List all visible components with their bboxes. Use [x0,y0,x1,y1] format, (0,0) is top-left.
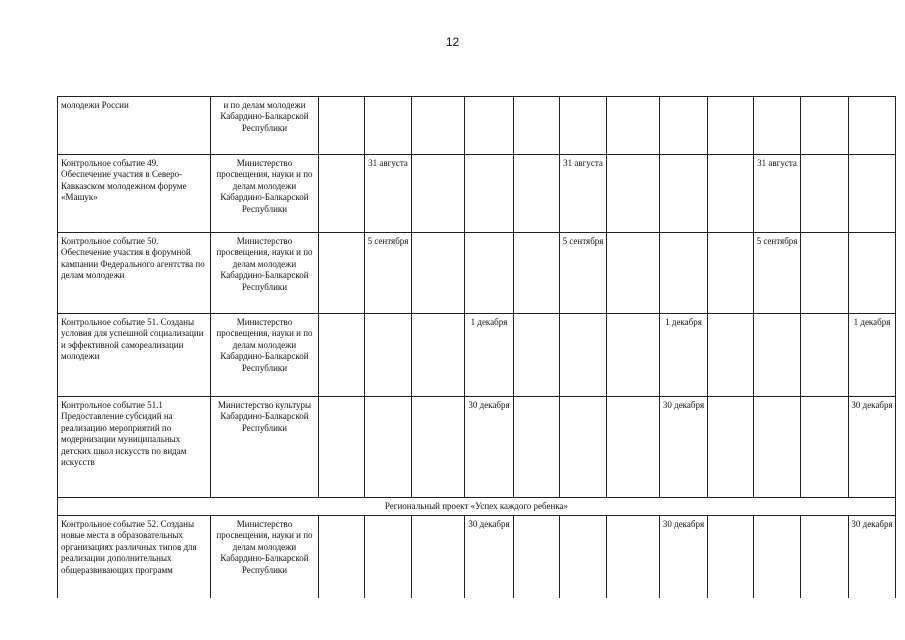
date-cell [607,155,660,233]
date-cell [660,233,708,314]
date-cell: 1 декабря [465,314,514,397]
date-cell [514,314,560,397]
date-cell [465,97,514,155]
date-cell: 30 декабря [465,397,514,498]
table-row [58,233,896,314]
date-cell [465,233,514,314]
date-cell: 30 декабря [465,516,514,598]
event-cell: Контрольное событие 50. Обеспечение участия в форумной кампании Федерального агентства по делам молодежи [58,233,211,314]
date-cell [708,314,754,397]
event-cell: Контрольное событие 51.1 Предоставление субсидий на реализацию мероприятий по модернизации муниципальных детских школ искусств по видам искусств [58,397,211,498]
date-cell [801,97,849,155]
date-cell [365,516,412,598]
date-cell [560,516,607,598]
date-cell: 5 сентября [560,233,607,314]
date-cell [801,314,849,397]
date-cell [607,397,660,498]
date-cell [754,314,801,397]
date-cell [754,97,801,155]
date-cell [607,314,660,397]
table-body [58,97,896,598]
responsible-cell: Министерство просвещения, науки и по делам молодежи Кабардино-Балкарской Республики [211,516,319,598]
date-cell [412,155,465,233]
date-cell [514,397,560,498]
date-cell [514,97,560,155]
date-cell [801,397,849,498]
date-cell [708,516,754,598]
date-cell [560,314,607,397]
date-cell: 30 декабря [849,397,896,498]
responsible-cell: Министерство культуры Кабардино-Балкарской Республики [211,397,319,498]
date-cell: 30 декабря [660,516,708,598]
date-cell [465,155,514,233]
date-cell [660,97,708,155]
date-cell [365,397,412,498]
date-cell [708,397,754,498]
date-cell [607,233,660,314]
date-cell [801,516,849,598]
responsible-cell: Министерство просвещения, науки и по делам молодежи Кабардино-Балкарской Республики [211,155,319,233]
date-cell [660,155,708,233]
date-cell: 31 августа [560,155,607,233]
date-cell [412,97,465,155]
date-cell [849,233,896,314]
date-cell [412,397,465,498]
date-cell: 1 декабря [660,314,708,397]
table-row [58,397,896,498]
date-cell [708,233,754,314]
table-row [58,314,896,397]
date-cell [319,516,365,598]
date-cell: 31 августа [754,155,801,233]
date-cell [754,516,801,598]
responsible-cell: Министерство просвещения, науки и по делам молодежи Кабардино-Балкарской Республики [211,233,319,314]
date-cell: 30 декабря [660,397,708,498]
date-cell [560,397,607,498]
date-cell [754,397,801,498]
date-cell [412,314,465,397]
date-cell: 31 августа [365,155,412,233]
responsible-cell: Министерство просвещения, науки и по делам молодежи Кабардино-Балкарской Республики [211,314,319,397]
date-cell [607,97,660,155]
responsible-cell: и по делам молодежи Кабардино-Балкарской Республики [211,97,319,155]
date-cell [514,155,560,233]
date-cell [319,155,365,233]
date-cell [849,155,896,233]
event-cell: молодежи России [58,97,211,155]
date-cell [412,233,465,314]
section-title: Региональный проект «Успех каждого ребенка» [58,498,896,516]
date-cell [319,233,365,314]
date-cell [319,397,365,498]
date-cell [801,233,849,314]
date-cell [319,314,365,397]
date-cell: 5 сентября [754,233,801,314]
table-row [58,97,896,155]
control-events-table [57,96,896,598]
date-cell [801,155,849,233]
date-cell [365,97,412,155]
date-cell: 5 сентября [365,233,412,314]
page-number: 12 [445,35,460,49]
date-cell [319,97,365,155]
table-row [58,516,896,598]
event-cell: Контрольное событие 51. Созданы условия для успешной социализации и эффективной самореализации молодежи [58,314,211,397]
event-cell: Контрольное событие 52. Созданы новые места в образовательных организациях различных типов для реализации дополнительных общеразвивающих программ [58,516,211,598]
date-cell: 30 декабря [849,516,896,598]
date-cell [849,97,896,155]
event-cell: Контрольное событие 49. Обеспечение участия в Северо-Кавказском молодежном форуме «Машук» [58,155,211,233]
date-cell [412,516,465,598]
table-row [58,155,896,233]
date-cell [560,97,607,155]
date-cell [514,233,560,314]
date-cell [708,155,754,233]
section-row [58,498,896,516]
date-cell [708,97,754,155]
date-cell: 1 декабря [849,314,896,397]
date-cell [514,516,560,598]
date-cell [365,314,412,397]
date-cell [607,516,660,598]
